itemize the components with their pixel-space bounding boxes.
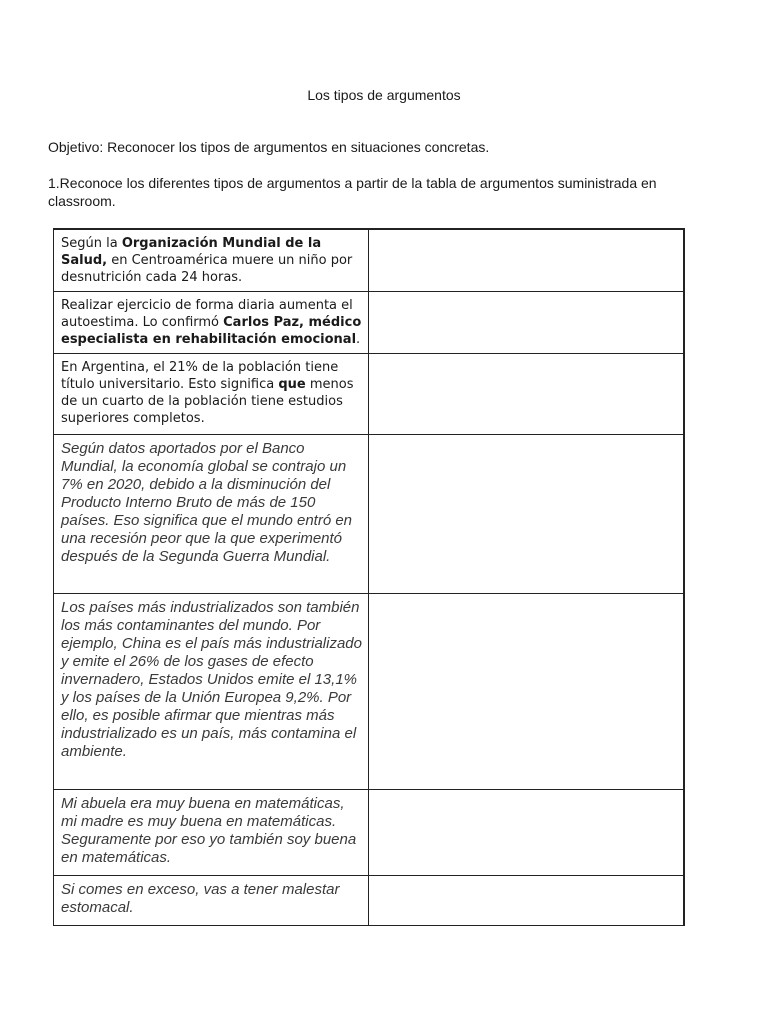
argument-text: . xyxy=(356,331,361,347)
table-row xyxy=(54,353,685,434)
argument-text: Realizar ejercicio de forma diaria aumenta el autoestima. Lo confirmó xyxy=(61,297,353,330)
answer-text[interactable] xyxy=(369,435,683,444)
answer-text[interactable] xyxy=(369,292,683,301)
argument-emphasis: Organización Mundial de la Salud, xyxy=(61,236,322,268)
argument-cell xyxy=(54,875,369,925)
answer-cell[interactable] xyxy=(369,291,685,353)
argument-cell xyxy=(54,353,369,434)
answer-cell[interactable] xyxy=(369,875,685,925)
answer-cell[interactable] xyxy=(369,593,685,789)
argument-cell xyxy=(54,434,369,593)
table-row xyxy=(54,789,685,875)
argument-cell xyxy=(54,593,369,789)
table-row xyxy=(54,875,685,925)
answer-text[interactable] xyxy=(369,594,683,603)
argument-text: Si comes en exceso, vas a tener malestar estomacal. xyxy=(61,880,340,916)
answer-text[interactable] xyxy=(369,230,683,239)
answer-text[interactable] xyxy=(369,354,683,363)
table-row xyxy=(54,434,685,593)
table-row xyxy=(54,593,685,789)
answer-cell[interactable] xyxy=(369,434,685,593)
answer-cell[interactable] xyxy=(369,789,685,875)
argument-text: menos de un cuarto de la población tiene estudios superiores completos. xyxy=(61,376,354,426)
argument-text: en Centroamérica muere un niño por desnutrición cada 24 horas. xyxy=(61,253,353,285)
argument-emphasis: que xyxy=(278,376,306,392)
table-row xyxy=(54,229,685,291)
answer-cell[interactable] xyxy=(369,353,685,434)
instruction-text: 1.Reconoce los diferentes tipos de argumentos a partir de la tabla de argumentos suministrada en classroom. xyxy=(48,175,657,209)
answer-text[interactable] xyxy=(369,876,683,885)
argument-text: Según la xyxy=(61,236,122,251)
argument-text: Según datos aportados por el Banco Mundial, la economía global se contrajo un 7% en 2020, debido a la disminución del Producto Interno Bruto de más de 150 países. Eso significa que el mundo entró en una recesión peor que la que experimentó después de la Segunda Guerra Mundial. xyxy=(61,439,353,565)
argument-emphasis: Carlos Paz, médico especialista en rehabilitación emocional xyxy=(61,314,362,347)
argument-text: En Argentina, el 21% de la población tiene título universitario. Esto significa xyxy=(61,359,339,392)
argument-text: Los países más industrializados son también los más contaminantes del mundo. Por ejemplo, China es el país más industrializado y emite el 26% de los gases de efecto invernadero, Estados Unidos emite el 13,1% y los países de la Unión Europea 9,2%. Por ello, es posible afirmar que mientras más industrializado es un país, más contamina el ambiente. xyxy=(61,598,362,760)
argument-text: Mi abuela era muy buena en matemáticas, mi madre es muy buena en matemáticas. Seguramente por eso yo también soy buena en matemáticas. xyxy=(61,794,357,866)
objective-text: Objetivo: Reconocer los tipos de argumentos en situaciones concretas. xyxy=(48,139,490,155)
answer-text[interactable] xyxy=(369,790,683,799)
table-row xyxy=(54,291,685,353)
arguments-table xyxy=(53,228,685,926)
argument-cell xyxy=(54,291,369,353)
argument-cell xyxy=(54,229,369,291)
argument-cell xyxy=(54,789,369,875)
document-title: Los tipos de argumentos xyxy=(307,87,461,103)
answer-cell[interactable] xyxy=(369,229,685,291)
